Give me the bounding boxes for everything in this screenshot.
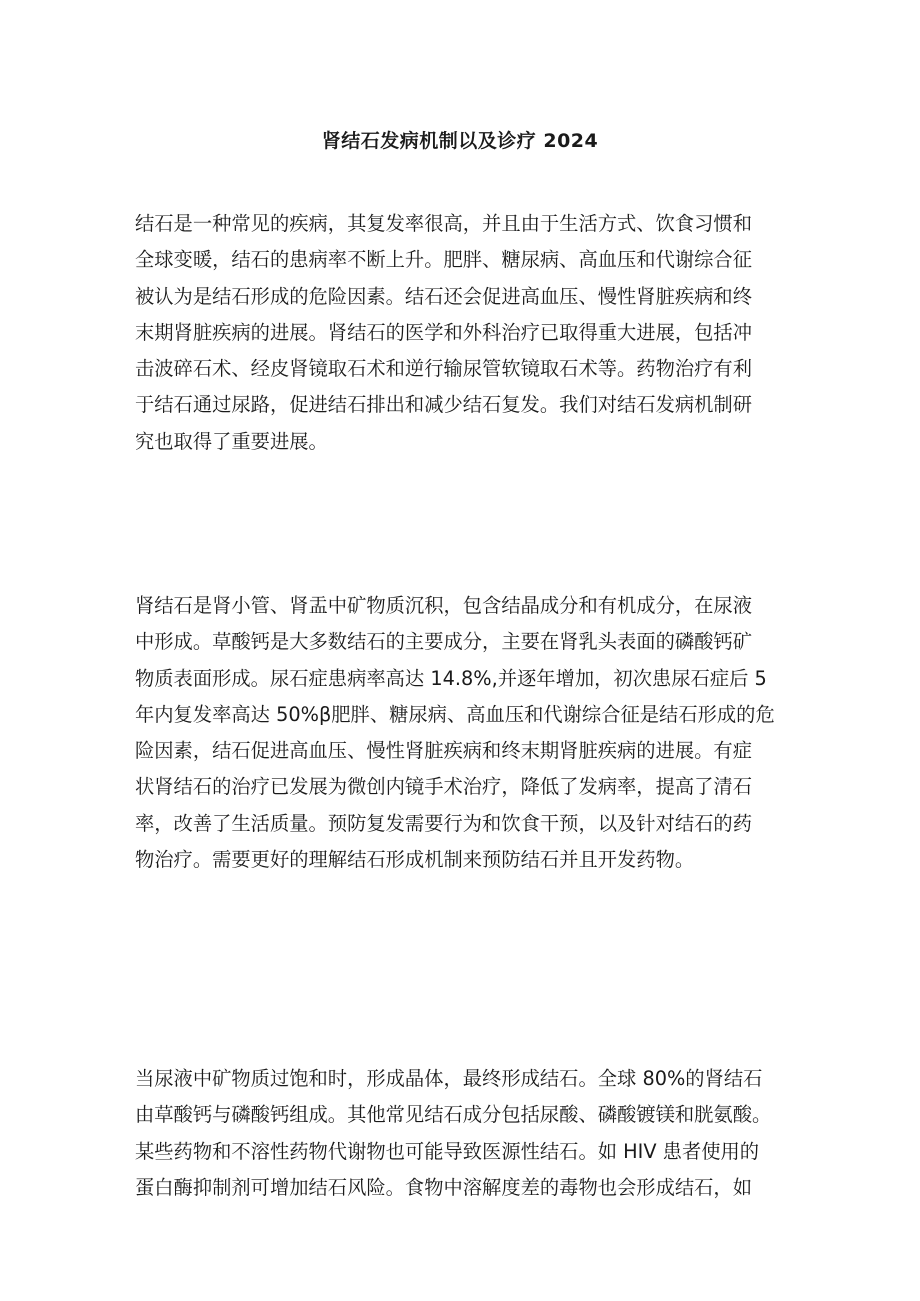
text-line: 由草酸钙与磷酸钙组成。其他常见结石成分包括尿酸、磷酸镀镁和胱氨酸。	[135, 1103, 772, 1127]
text-line: 物治疗。需要更好的理解结石形成机制来预防结石并且开发药物。	[135, 848, 695, 872]
paragraph-3	[135, 1061, 795, 1206]
text-line: 蛋白酶抑制剂可增加结石风险。食物中溶解度差的毒物也会形成结石，如	[135, 1175, 752, 1199]
text-line: 结石是一种常见的疾病，其复发率很高，并且由于生活方式、饮食习惯和	[135, 212, 752, 235]
text-line: 击波碎石术、经皮肾镜取石术和逆行输尿管软镜取石术等。药物治疗有利	[135, 357, 752, 381]
text-line: 率，改善了生活质量。预防复发需要行为和饮食干预，以及针对结石的药	[135, 811, 752, 835]
text-line: 被认为是结石形成的危险因素。结石还会促进高血压、慢性肾脏疾病和终	[135, 284, 752, 308]
text-line: 险因素，结石促进高血压、慢性肾脏疾病和终末期肾脏疾病的进展。有症	[135, 739, 752, 763]
text-line: 某些药物和不溶性药物代谢物也可能导致医源性结石。如 HIV 患者使用的	[135, 1139, 760, 1163]
text-line: 状肾结石的治疗已发展为微创内镜手术治疗，降低了发病率，提高了清石	[135, 775, 752, 799]
text-line: 于结石通过尿路，促进结石排出和减少结石复发。我们对结石发病机制研	[135, 393, 752, 417]
text-line: 末期肾脏疾病的进展。肾结石的医学和外科治疗已取得重大进展，包括冲	[135, 320, 752, 344]
paragraph-2	[135, 588, 795, 878]
text-line: 中形成。草酸钙是大多数结石的主要成分，主要在肾乳头表面的磷酸钙矿	[135, 630, 752, 654]
text-line: 究也取得了重要进展。	[135, 429, 328, 453]
text-line: 年内复发率高达 50%β肥胖、糖尿病、高血压和代谢综合征是结石形成的危	[135, 702, 775, 726]
text-line: 肾结石是肾小管、肾盂中矿物质沉积，包含结晶成分和有机成分，在尿液	[135, 594, 752, 617]
text-line: 当尿液中矿物质过饱和时，形成晶体，最终形成结石。全球 80%的肾结石	[135, 1067, 763, 1090]
paragraph-1	[135, 206, 795, 460]
document-title: 肾结石发病机制以及诊疗 2024	[321, 130, 599, 152]
text-line: 全球变暖，结石的患病率不断上升。肥胖、糖尿病、高血压和代谢综合征	[135, 248, 752, 272]
text-line: 物质表面形成。尿石症患病率高达 14.8%,并逐年增加，初次患尿石症后 5	[135, 666, 767, 690]
